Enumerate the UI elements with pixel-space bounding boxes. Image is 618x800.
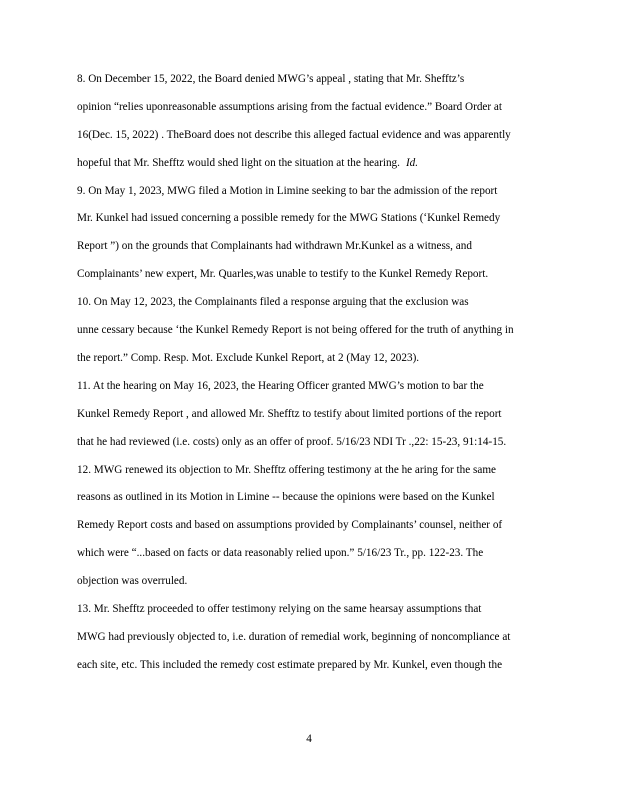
paragraph-8-line-1 [77, 72, 542, 86]
text-line: 11. At the hearing on May 16, 2023, the Hearing Officer granted MWG’s motion to bar the [77, 380, 484, 392]
text-line: hopeful that Mr. Shefftz would shed light on the situation at the hearing. [77, 157, 400, 169]
text-line: reasons as outlined in its Motion in Limine -- because the opinions were based on the Kunkel [77, 491, 495, 503]
text-line: objection was overruled. [77, 575, 188, 587]
text-line: Report ”) on the grounds that Complainants had withdrawn Mr.Kunkel as a witness, and [77, 240, 472, 252]
text-line: 12. MWG renewed its objection to Mr. Shefftz offering testimony at the he aring for the same [77, 464, 497, 476]
page-number: 4 [306, 733, 312, 745]
paragraph-12-line-4 [77, 546, 542, 560]
paragraph-9-line-1 [77, 184, 542, 198]
text-line: 16(Dec. 15, 2022) . TheBoard does not describe this alleged factual evidence and was apparently [77, 129, 511, 141]
paragraph-8-line-4 [77, 156, 542, 170]
paragraph-9-line-4 [77, 267, 542, 281]
text-line: Kunkel Remedy Report , and allowed Mr. Shefftz to testify about limited portions of the report [77, 408, 502, 420]
text-line: MWG had previously objected to, i.e. duration of remedial work, beginning of noncompliance at [77, 631, 511, 643]
text-line: opinion “relies uponreasonable assumptions arising from the factual evidence.” Board Order at [77, 101, 502, 113]
paragraph-8-line-3 [77, 128, 542, 142]
text-line: Mr. Kunkel had issued concerning a possible remedy for the MWG Stations (‘Kunkel Remedy [77, 212, 501, 224]
text-line: that he had reviewed (i.e. costs) only as an offer of proof. 5/16/23 NDI Tr .,22: 15-23, 91:14-15. [77, 436, 507, 448]
paragraph-10-line-1 [77, 295, 542, 309]
text-line: Remedy Report costs and based on assumptions provided by Complainants’ counsel, neither of [77, 519, 503, 531]
paragraph-13-line-2 [77, 630, 542, 644]
paragraph-13-line-1 [77, 602, 542, 616]
citation-id: Id. [405, 157, 419, 169]
text-line: the report.” Comp. Resp. Mot. Exclude Kunkel Report, at 2 (May 12, 2023). [77, 352, 420, 364]
paragraph-10-line-3 [77, 351, 542, 365]
paragraph-12-line-3 [77, 518, 542, 532]
paragraph-11-line-2 [77, 407, 542, 421]
text-line: 8. On December 15, 2022, the Board denied MWG’s appeal , stating that Mr. Shefftz’s [77, 73, 465, 85]
text-line: which were “...based on facts or data reasonably relied upon.” 5/16/23 Tr., pp. 122-23. The [77, 547, 484, 559]
paragraph-12-line-5 [77, 574, 542, 588]
paragraph-13-line-3 [77, 658, 542, 672]
paragraph-9-line-2 [77, 211, 542, 225]
paragraph-12-line-1 [77, 463, 542, 477]
text-line: Complainants’ new expert, Mr. Quarles,was unable to testify to the Kunkel Remedy Report. [77, 268, 489, 280]
paragraph-11-line-3 [77, 435, 542, 449]
paragraph-8-line-2 [77, 100, 542, 114]
paragraph-11-line-1 [77, 379, 542, 393]
paragraph-12-line-2 [77, 490, 542, 504]
paragraph-10-line-2 [77, 323, 542, 337]
text-line: 13. Mr. Shefftz proceeded to offer testimony relying on the same hearsay assumptions that [77, 603, 482, 615]
text-line: 10. On May 12, 2023, the Complainants filed a response arguing that the exclusion was [77, 296, 469, 308]
text-line: 9. On May 1, 2023, MWG filed a Motion in Limine seeking to bar the admission of the report [77, 185, 498, 197]
text-line: each site, etc. This included the remedy cost estimate prepared by Mr. Kunkel, even though the [77, 659, 503, 671]
paragraph-9-line-3 [77, 239, 542, 253]
text-line: unne cessary because ‘the Kunkel Remedy Report is not being offered for the truth of anything in [77, 324, 514, 336]
